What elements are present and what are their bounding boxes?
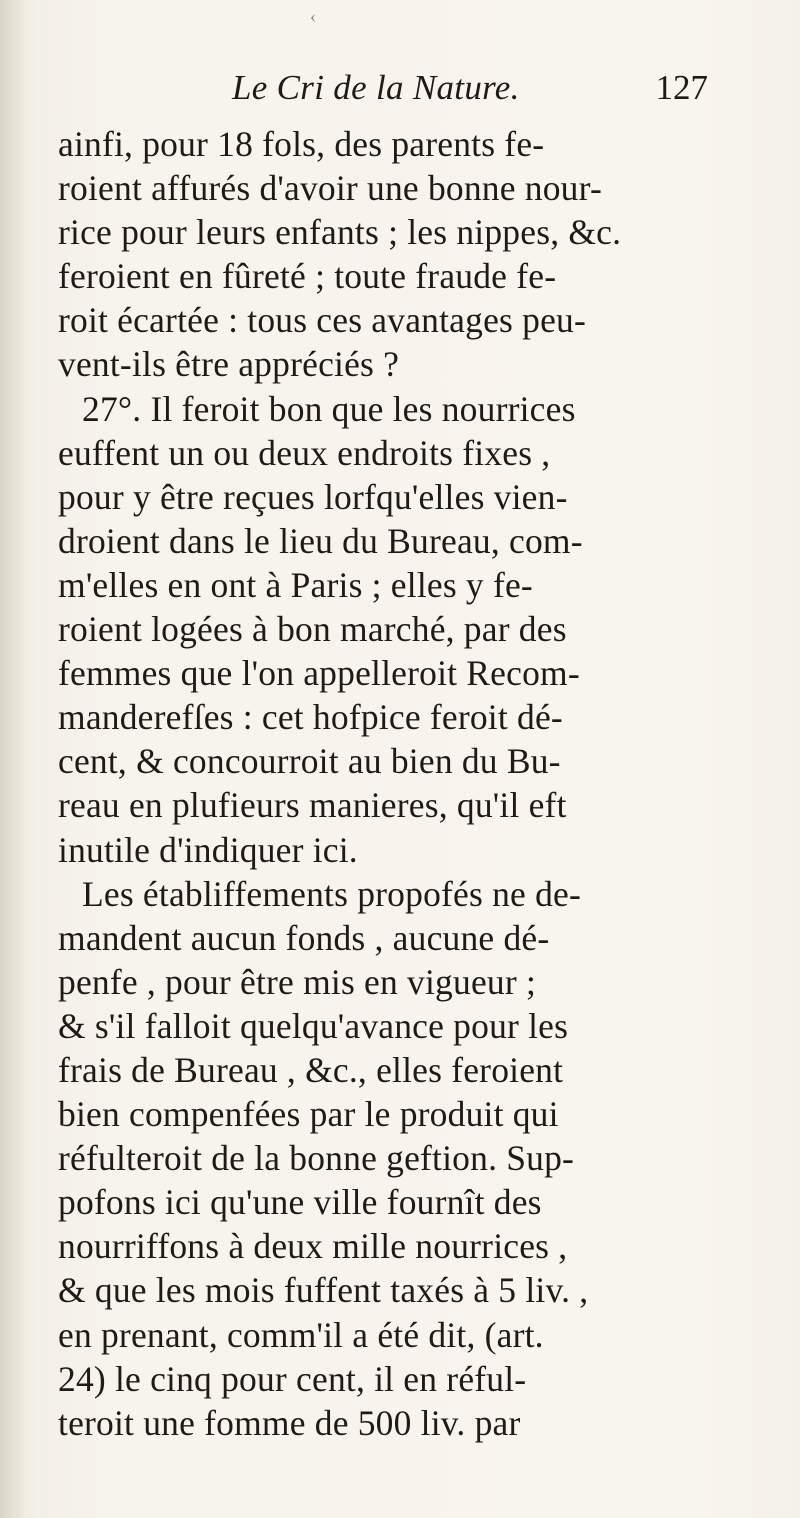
text-line: & s'il falloit quelqu'avance pour les (58, 1005, 569, 1046)
paragraph-start-line: 27°. Il feroit bon que les nourrices (82, 388, 576, 429)
text-line: penfe , pour être mis en vigueur ; (58, 961, 537, 1002)
body-text (58, 122, 758, 1445)
text-line: bien compenfées par le produit qui (58, 1094, 559, 1135)
text-line: rice pour leurs enfants ; les nippes, &c. (58, 212, 622, 253)
text-line: feroient en fûreté ; toute fraude fe- (58, 256, 557, 297)
text-line: 24) le cinq pour cent, il en réful- (58, 1358, 527, 1399)
text-line: reau en plufieurs manieres, qu'il eft (58, 785, 567, 826)
text-line: m'elles en ont à Paris ; elles y fe- (58, 564, 533, 605)
text-line: roit écartée : tous ces avantages peu- (58, 300, 587, 341)
text-line: inutile d'indiquer ici. (58, 829, 358, 870)
text-line: vent-ils être appréciés ? (58, 344, 400, 385)
text-line: roient logées à bon marché, par des (58, 609, 567, 650)
text-line: pofons ici qu'une ville fournît des (58, 1182, 542, 1223)
text-line: nourriffons à deux mille nourrices , (58, 1226, 568, 1267)
text-line: cent, & concourroit au bien du Bu- (58, 741, 561, 782)
text-line: & que les mois fuffent taxés à 5 liv. , (58, 1270, 589, 1311)
text-line: teroit une fomme de 500 liv. par (58, 1402, 521, 1443)
page-gutter-shadow (0, 0, 26, 1518)
text-line: femmes que l'on appelleroit Recom- (58, 653, 580, 694)
text-line: ainfi, pour 18 fols, des parents fe- (58, 124, 545, 164)
paragraph-start-line: Les établiffements propofés ne de- (82, 873, 582, 914)
text-line: pour y être reçues lorfqu'elles vien- (58, 476, 568, 517)
text-line: roient affurés d'avoir une bonne nour- (58, 168, 602, 209)
text-line: droient dans le lieu du Bureau, com- (58, 520, 583, 561)
page-number: 127 (655, 68, 708, 107)
running-head (232, 68, 708, 112)
text-line: mandent aucun fonds , aucune dé- (58, 917, 550, 958)
text-line: en prenant, comm'il a été dit, (art. (58, 1314, 544, 1355)
text-line: frais de Bureau , &c., elles feroient (58, 1049, 564, 1090)
text-line: manderefſes : cet hofpice feroit dé- (58, 697, 563, 738)
text-line: réfulteroit de la bonne geftion. Sup- (58, 1138, 575, 1179)
top-margin-mark: ‹ (310, 6, 316, 26)
running-title: Le Cri de la Nature. (232, 68, 520, 107)
text-line: euffent un ou deux endroits fixes , (58, 432, 551, 473)
